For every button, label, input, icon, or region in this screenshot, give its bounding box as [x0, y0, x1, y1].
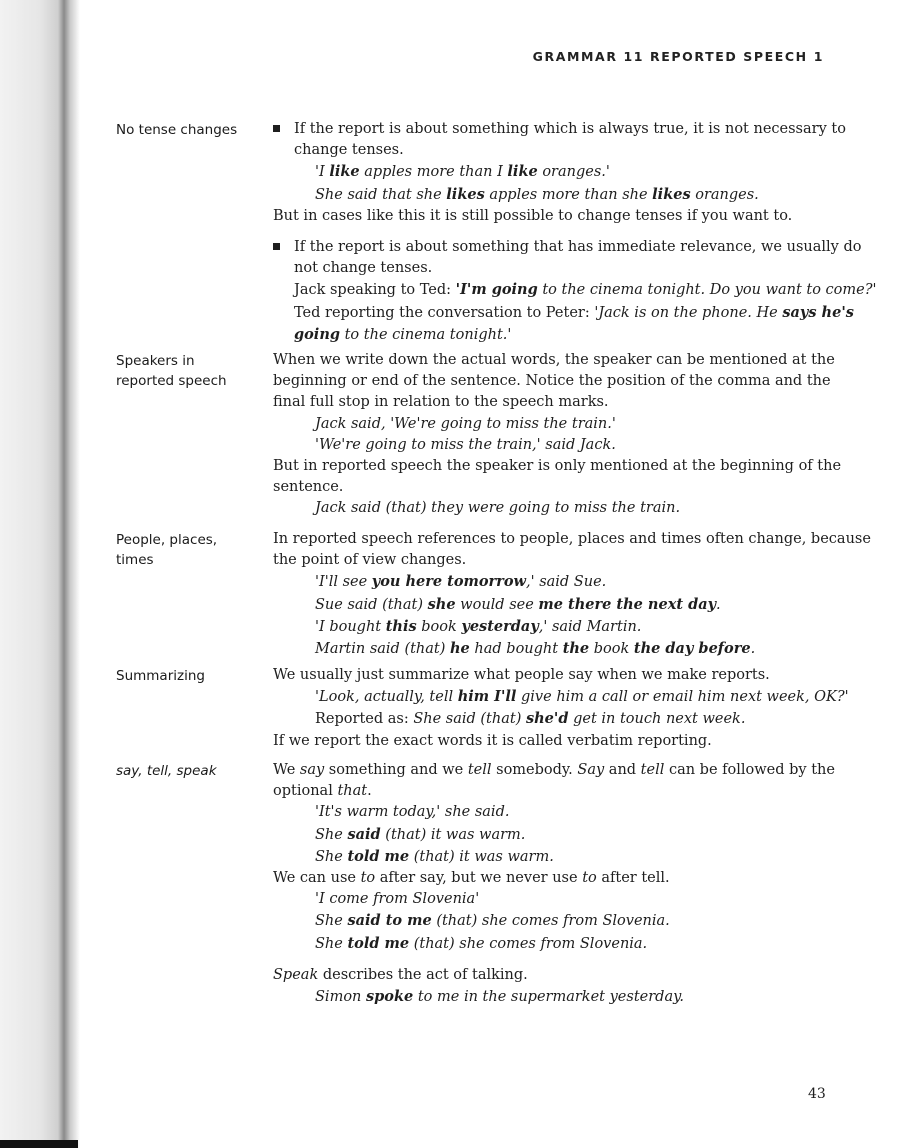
- page-number: 43: [808, 1086, 826, 1102]
- text-line: When we write down the actual words, the speaker can be mentioned at the: [273, 352, 835, 368]
- text-line: beginning or end of the sentence. Notice the position of the comma and the: [273, 373, 831, 390]
- section-label: Summarizing: [116, 668, 205, 684]
- section-body: [273, 529, 871, 660]
- binding-edge: [0, 1140, 78, 1148]
- section-body: [273, 350, 842, 520]
- example-line: 'We're going to miss the train,' said Jack.: [315, 436, 616, 453]
- text-line: We can use to after say, but we never use to after tell.: [273, 870, 670, 887]
- running-head: GRAMMAR 11 REPORTED SPEECH 1: [532, 49, 824, 64]
- book-binding-shadow: [0, 0, 80, 1148]
- text-line: If we report the exact words it is called verbatim reporting.: [273, 732, 712, 749]
- text-line: We usually just summarize what people say when we make reports.: [273, 667, 770, 683]
- example-line: She told me (that) she comes from Slovenia.: [315, 934, 648, 952]
- text-line: If the report is about something that has immediate relevance, we usually do: [294, 239, 862, 256]
- example-line: 'I'll see you here tomorrow,' said Sue.: [315, 573, 607, 591]
- example-line: 'Look, actually, tell him I'll give him a call or email him next week, OK?': [315, 688, 849, 706]
- section-label: say, tell, speak: [116, 763, 217, 779]
- bullet-square-icon: [273, 243, 280, 250]
- text-line: But in reported speech the speaker is only mentioned at the beginning of the: [273, 458, 842, 475]
- example-line: 'I bought this book yesterday,' said Martin.: [315, 617, 642, 635]
- example-line: 'I come from Slovenia': [315, 891, 480, 908]
- text-line: going to the cinema tonight.': [294, 325, 512, 343]
- text-line: the point of view changes.: [273, 552, 467, 569]
- text-line: not change tenses.: [294, 260, 433, 277]
- text-line: In reported speech references to people, places and times often change, because: [273, 531, 871, 547]
- example-line: Martin said (that) he had bought the book the day before.: [315, 640, 756, 658]
- example-line: 'It's warm today,' she said.: [315, 804, 510, 821]
- example-line: Jack said, 'We're going to miss the train.': [315, 415, 616, 432]
- section-label: Speakers in reported speech: [116, 353, 227, 389]
- example-line: She told me (that) it was warm.: [315, 847, 554, 865]
- section-label: People, places, times: [116, 532, 218, 568]
- example-line: She said that she likes apples more than she likes oranges.: [315, 185, 759, 203]
- example-line: She said (that) it was warm.: [315, 825, 526, 843]
- section-body: [273, 119, 877, 346]
- text-line: sentence.: [273, 479, 344, 496]
- text-line: If the report is about something which is always true, it is not necessary to: [294, 121, 846, 137]
- example-line: Simon spoke to me in the supermarket yesterday.: [315, 988, 684, 1006]
- text-line: change tenses.: [294, 142, 404, 159]
- text-line: We say something and we tell somebody. Say and tell can be followed by the: [273, 762, 835, 778]
- bullet-point: [273, 237, 877, 346]
- example-line: Jack said (that) they were going to miss the train.: [315, 500, 681, 517]
- text-line: optional that.: [273, 783, 372, 800]
- section-body: [273, 760, 833, 1008]
- bullet-point: [273, 119, 846, 161]
- example-line: Reported as: She said (that) she'd get in touch next week.: [315, 710, 746, 728]
- example-line: 'I like apples more than I like oranges.': [315, 163, 610, 181]
- text-line: But in cases like this it is still possible to change tenses if you want to.: [273, 207, 793, 224]
- text-line: Speak describes the act of talking.: [273, 966, 528, 983]
- section-body: [273, 665, 849, 752]
- example-line: She said to me (that) she comes from Slovenia.: [315, 912, 670, 930]
- text-line: Ted reporting the conversation to Peter: 'Jack is on the phone. He says he's: [294, 303, 854, 321]
- example-line: Sue said (that) she would see me there the next day.: [315, 595, 721, 613]
- section-label: No tense changes: [116, 122, 238, 138]
- text-line: final full stop in relation to the speech marks.: [273, 394, 609, 411]
- text-line: Jack speaking to Ted: 'I'm going to the cinema tonight. Do you want to come?': [294, 281, 877, 299]
- bullet-square-icon: [273, 125, 280, 132]
